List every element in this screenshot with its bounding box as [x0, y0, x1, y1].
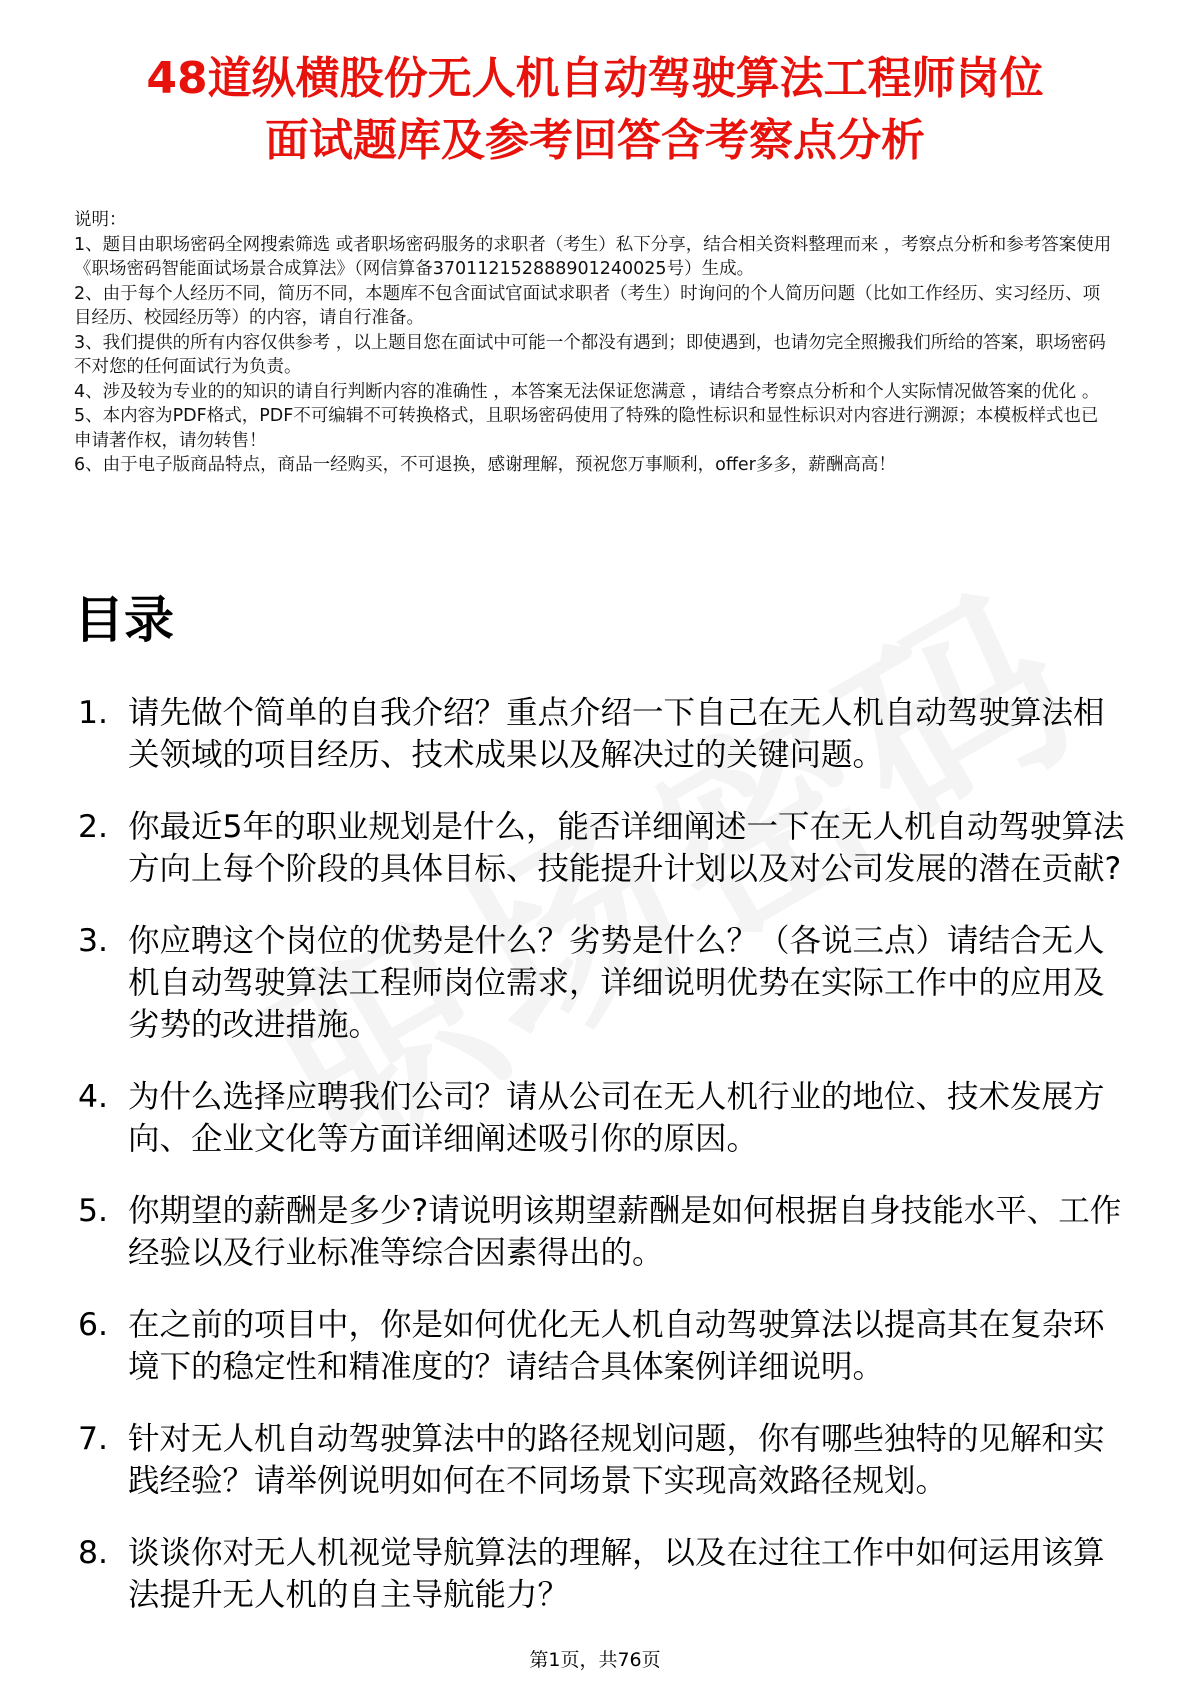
question-text: 谈谈你对无人机视觉导航算法的理解，以及在过往工作中如何运用该算法提升无人机的自主导航能力？: [128, 1535, 1105, 1613]
toc-heading: 目录: [74, 591, 174, 649]
question-number: 2.: [78, 809, 109, 845]
instruction-item: 4、涉及较为专业的的知识的请自行判断内容的准确性 ，本答案无法保证您满意 ，请结合考察点分析和个人实际情况做答案的优化 。: [74, 381, 1100, 402]
question-item: [74, 806, 1134, 890]
instructions-header: 说明：: [74, 210, 127, 230]
question-item: [74, 1190, 1134, 1274]
question-text: 你最近5年的职业规划是什么，能否详细阐述一下在无人机自动驾驶算法方向上每个阶段的具体目标、技能提升计划以及对公司发展的潜在贡献?: [128, 809, 1125, 887]
question-item: [74, 1532, 1134, 1616]
document-title: [40, 48, 1150, 172]
question-text: 为什么选择应聘我们公司？请从公司在无人机行业的地位、技术发展方向、企业文化等方面详细阐述吸引你的原因。: [128, 1079, 1105, 1157]
question-item: [74, 920, 1134, 1046]
question-item: [74, 1076, 1134, 1160]
instructions-block: [74, 208, 1114, 478]
instruction-item: 6、由于电子版商品特点，商品一经购买，不可退换，感谢理解，预祝您万事顺利，offer多多，薪酬高高！: [74, 455, 896, 475]
question-number: 5.: [78, 1193, 109, 1229]
question-text: 请先做个简单的自我介绍？重点介绍一下自己在无人机自动驾驶算法相关领域的项目经历、技术成果以及解决过的关键问题。: [128, 695, 1105, 773]
instruction-item: 3、我们提供的所有内容仅供参考 ，以上题目您在面试中可能一个都没有遇到；即使遇到，也请勿完全照搬我们所给的答案，职场密码不对您的任何面试行为负责。: [74, 332, 1106, 377]
instruction-item: 1、题目由职场密码全网搜索筛选 或者职场密码服务的求职者（考生）私下分享，结合相关资料整理而来 ，考察点分析和参考答案使用《职场密码智能面试场景合成算法》（网信算备370112152888901240025号）生成。: [74, 234, 1112, 279]
title-line-2: 面试题库及参考回答含考察点分析: [265, 115, 925, 166]
question-list: [74, 692, 1134, 1646]
question-number: 6.: [78, 1307, 109, 1343]
page-footer: 第1页，共76页: [529, 1649, 661, 1671]
instruction-item: 2、由于每个人经历不同，简历不同，本题库不包含面试官面试求职者（考生）时询问的个人简历问题（比如工作经历、实习经历、项目经历、校园经历等）的内容，请自行准备。: [74, 283, 1101, 328]
question-text: 针对无人机自动驾驶算法中的路径规划问题，你有哪些独特的见解和实践经验？请举例说明如何在不同场景下实现高效路径规划。: [128, 1421, 1105, 1499]
question-item: [74, 692, 1134, 776]
question-number: 8.: [78, 1535, 109, 1571]
question-text: 你期望的薪酬是多少?请说明该期望薪酬是如何根据自身技能水平、工作经验以及行业标准等综合因素得出的。: [128, 1193, 1122, 1271]
question-number: 3.: [78, 923, 109, 959]
question-number: 1.: [78, 695, 109, 731]
question-text: 你应聘这个岗位的优势是什么？劣势是什么？（各说三点）请结合无人机自动驾驶算法工程师岗位需求，详细说明优势在实际工作中的应用及劣势的改进措施。: [128, 923, 1105, 1043]
instruction-item: 5、本内容为PDF格式，PDF不可编辑不可转换格式，且职场密码使用了特殊的隐性标识和显性标识对内容进行溯源；本模板样式也已申请著作权，请勿转售！: [74, 406, 1099, 451]
title-line-1: 48道纵横股份无人机自动驾驶算法工程师岗位: [146, 53, 1044, 104]
question-text: 在之前的项目中，你是如何优化无人机自动驾驶算法以提高其在复杂环境下的稳定性和精准度的？请结合具体案例详细说明。: [128, 1307, 1105, 1385]
question-item: [74, 1304, 1134, 1388]
question-number: 4.: [78, 1079, 109, 1115]
question-number: 7.: [78, 1421, 109, 1457]
question-item: [74, 1418, 1134, 1502]
